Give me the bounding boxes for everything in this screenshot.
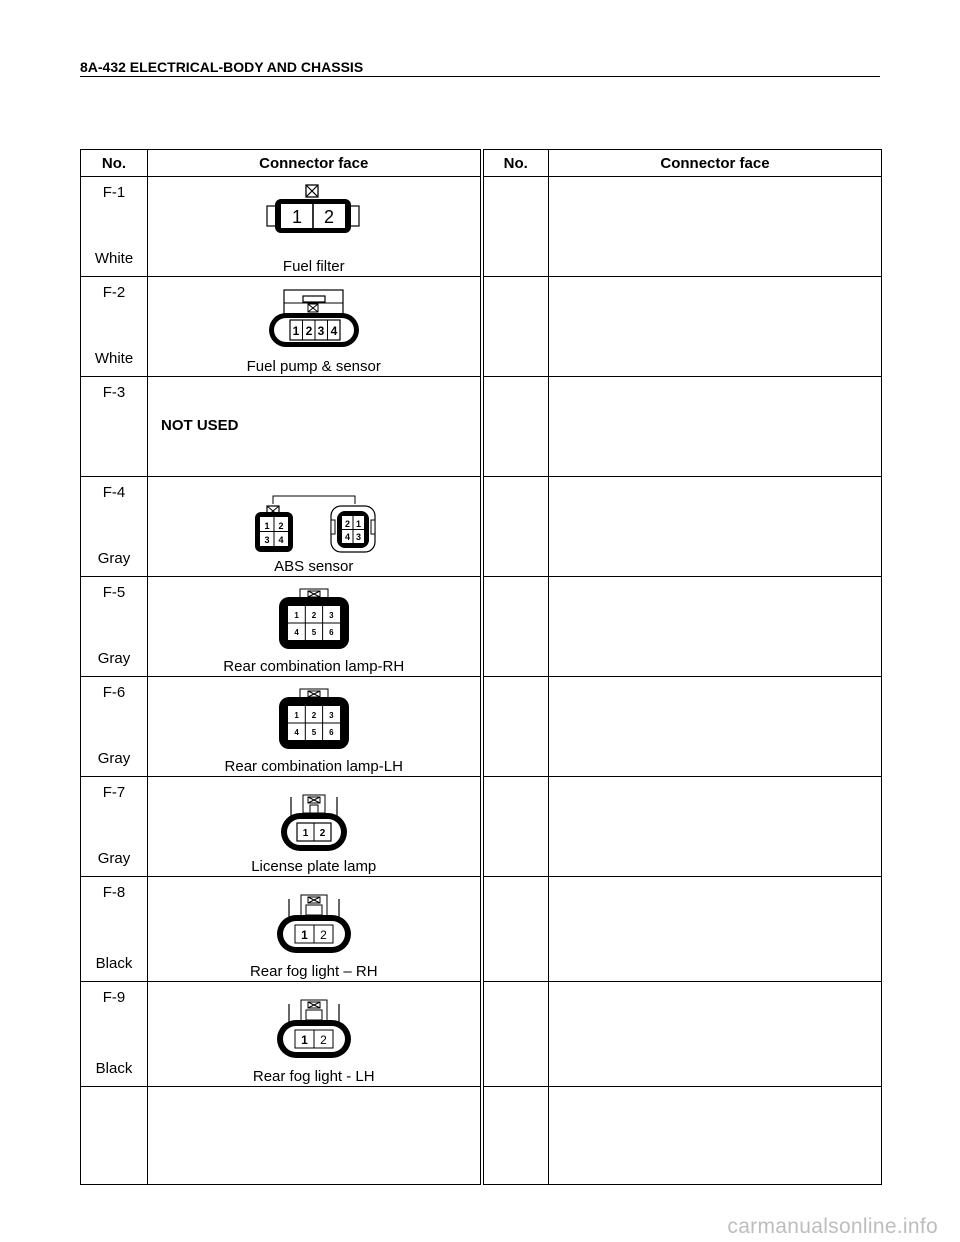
empty-no-cell <box>482 377 549 477</box>
connector-face-cell <box>148 277 482 377</box>
pin-label: 1 <box>294 611 299 620</box>
connector-color: Gray <box>97 850 131 867</box>
empty-no-cell <box>482 677 549 777</box>
pin-label: 5 <box>311 728 316 737</box>
table-row <box>81 877 882 982</box>
pin-label: 2 <box>319 828 326 839</box>
empty-face-cell <box>549 177 882 277</box>
connector-2pin-icon <box>264 183 364 245</box>
row-number-cell <box>81 677 148 777</box>
connector-caption: Fuel filter <box>282 258 345 275</box>
row-number-cell <box>81 982 148 1087</box>
pin-label: 3 <box>317 324 325 338</box>
row-number-cell <box>81 777 148 877</box>
connector-drawing <box>148 998 480 1064</box>
empty-face-cell <box>549 777 882 877</box>
pin-label: 4 <box>330 324 338 338</box>
connector-color: Gray <box>97 750 131 767</box>
pin-label: 4 <box>344 532 350 542</box>
pin-label: 2 <box>278 521 284 531</box>
table-row <box>81 577 882 677</box>
connector-id: F-9 <box>102 989 126 1006</box>
pin-label: 1 <box>294 711 299 720</box>
pin-label: 2 <box>319 1033 327 1047</box>
connector-face-cell <box>148 677 482 777</box>
connector-drawing <box>148 893 480 959</box>
connector-table <box>80 149 882 1185</box>
pin-label: 3 <box>328 611 334 620</box>
pin-label: 2 <box>311 611 316 620</box>
table-row <box>81 677 882 777</box>
empty-face-cell <box>549 677 882 777</box>
page-header: 8A-432 ELECTRICAL-BODY AND CHASSIS <box>80 58 880 77</box>
table-row <box>81 377 882 477</box>
not-used-label: NOT USED <box>161 417 239 434</box>
pin-label: 2 <box>319 928 327 942</box>
connector-drawing <box>148 482 480 558</box>
connector-face-cell <box>148 477 482 577</box>
empty-no-cell <box>482 777 549 877</box>
table-row <box>81 277 882 377</box>
connector-drawing <box>148 283 480 353</box>
connector-id: F-4 <box>102 484 126 501</box>
connector-face-cell <box>148 877 482 982</box>
pin-label: 4 <box>294 628 299 637</box>
empty-face-cell <box>549 982 882 1087</box>
empty-no-cell <box>482 1087 549 1185</box>
connector-drawing <box>148 183 480 249</box>
pin-label: 2 <box>305 324 313 338</box>
table-row <box>81 477 882 577</box>
table-row <box>81 777 882 877</box>
empty-face-cell <box>549 877 882 982</box>
connector-face-cell <box>148 982 482 1087</box>
pin-label: 1 <box>264 521 270 531</box>
connector-id: F-5 <box>102 584 126 601</box>
pin-label: 1 <box>302 828 309 839</box>
empty-no-cell <box>482 877 549 982</box>
empty-face-cell <box>549 277 882 377</box>
pin-label: 2 <box>311 711 316 720</box>
connector-face-cell <box>148 577 482 677</box>
connector-6pin-icon <box>274 687 354 751</box>
pin-label: 3 <box>355 532 361 542</box>
empty-face-cell <box>549 1087 882 1185</box>
row-number-cell <box>81 177 148 277</box>
connector-id: F-7 <box>102 784 126 801</box>
connector-color: White <box>94 250 134 267</box>
empty-no-cell <box>81 1087 148 1185</box>
empty-no-cell <box>482 982 549 1087</box>
empty-face-cell <box>148 1087 482 1185</box>
connector-color: Black <box>95 955 133 972</box>
pin-label: 1 <box>300 1033 308 1047</box>
watermark: carmanualsonline.info <box>727 1215 938 1238</box>
connector-caption: Rear combination lamp-RH <box>223 658 405 675</box>
connector-color: Black <box>95 1060 133 1077</box>
table-row-empty <box>81 1087 882 1185</box>
empty-face-cell <box>549 577 882 677</box>
empty-no-cell <box>482 277 549 377</box>
connector-drawing <box>148 793 480 857</box>
connector-drawing <box>148 587 480 655</box>
connector-abs-pair-icon <box>249 482 379 554</box>
row-number-cell <box>81 377 148 477</box>
connector-id: F-2 <box>102 284 126 301</box>
empty-no-cell <box>482 477 549 577</box>
pin-label: 4 <box>294 728 299 737</box>
col-header-no: No. <box>81 150 148 177</box>
row-number-cell <box>81 277 148 377</box>
table-row <box>81 177 882 277</box>
connector-caption: License plate lamp <box>251 858 377 875</box>
connector-face-cell <box>148 377 482 477</box>
connector-id: F-8 <box>102 884 126 901</box>
connector-drawing <box>148 687 480 755</box>
col-header-connector-face-2: Connector face <box>549 150 882 177</box>
row-number-cell <box>81 477 148 577</box>
pin-label: 1 <box>292 324 300 338</box>
empty-no-cell <box>482 177 549 277</box>
pin-label: 4 <box>278 535 284 545</box>
connector-caption: Rear fog light - LH <box>252 1068 375 1085</box>
row-number-cell <box>81 877 148 982</box>
row-number-cell <box>81 577 148 677</box>
connector-caption: Rear combination lamp-LH <box>224 758 403 775</box>
empty-face-cell <box>549 477 882 577</box>
connector-color: Gray <box>97 550 131 567</box>
pin-label: 1 <box>355 519 361 529</box>
connector-color: White <box>94 350 134 367</box>
connector-6pin-icon <box>274 587 354 651</box>
connector-2pin-oval-icon <box>269 793 359 853</box>
connector-caption: Fuel pump & sensor <box>246 358 381 375</box>
connector-caption: Rear fog light – RH <box>249 963 378 980</box>
pin-label: 2 <box>323 207 334 227</box>
connector-face-cell <box>148 177 482 277</box>
connector-2pin-oval-icon <box>269 893 359 955</box>
pin-label: 2 <box>344 519 350 529</box>
connector-id: F-1 <box>102 184 126 201</box>
pin-label: 6 <box>328 728 334 737</box>
pin-label: 1 <box>291 207 302 227</box>
pin-label: 1 <box>300 928 308 942</box>
connector-caption: ABS sensor <box>274 558 354 575</box>
table-row <box>81 982 882 1087</box>
connector-id: F-6 <box>102 684 126 701</box>
col-header-connector-face: Connector face <box>148 150 482 177</box>
pin-label: 3 <box>264 535 270 545</box>
pin-label: 3 <box>328 711 334 720</box>
connector-id: F-3 <box>102 384 126 401</box>
empty-face-cell <box>549 377 882 477</box>
empty-no-cell <box>482 577 549 677</box>
connector-color: Gray <box>97 650 131 667</box>
connector-face-cell <box>148 777 482 877</box>
pin-label: 6 <box>328 628 334 637</box>
connector-2pin-oval-icon <box>269 998 359 1060</box>
col-header-no-2: No. <box>482 150 549 177</box>
pin-label: 5 <box>311 628 316 637</box>
connector-4pin-icon <box>264 283 364 349</box>
